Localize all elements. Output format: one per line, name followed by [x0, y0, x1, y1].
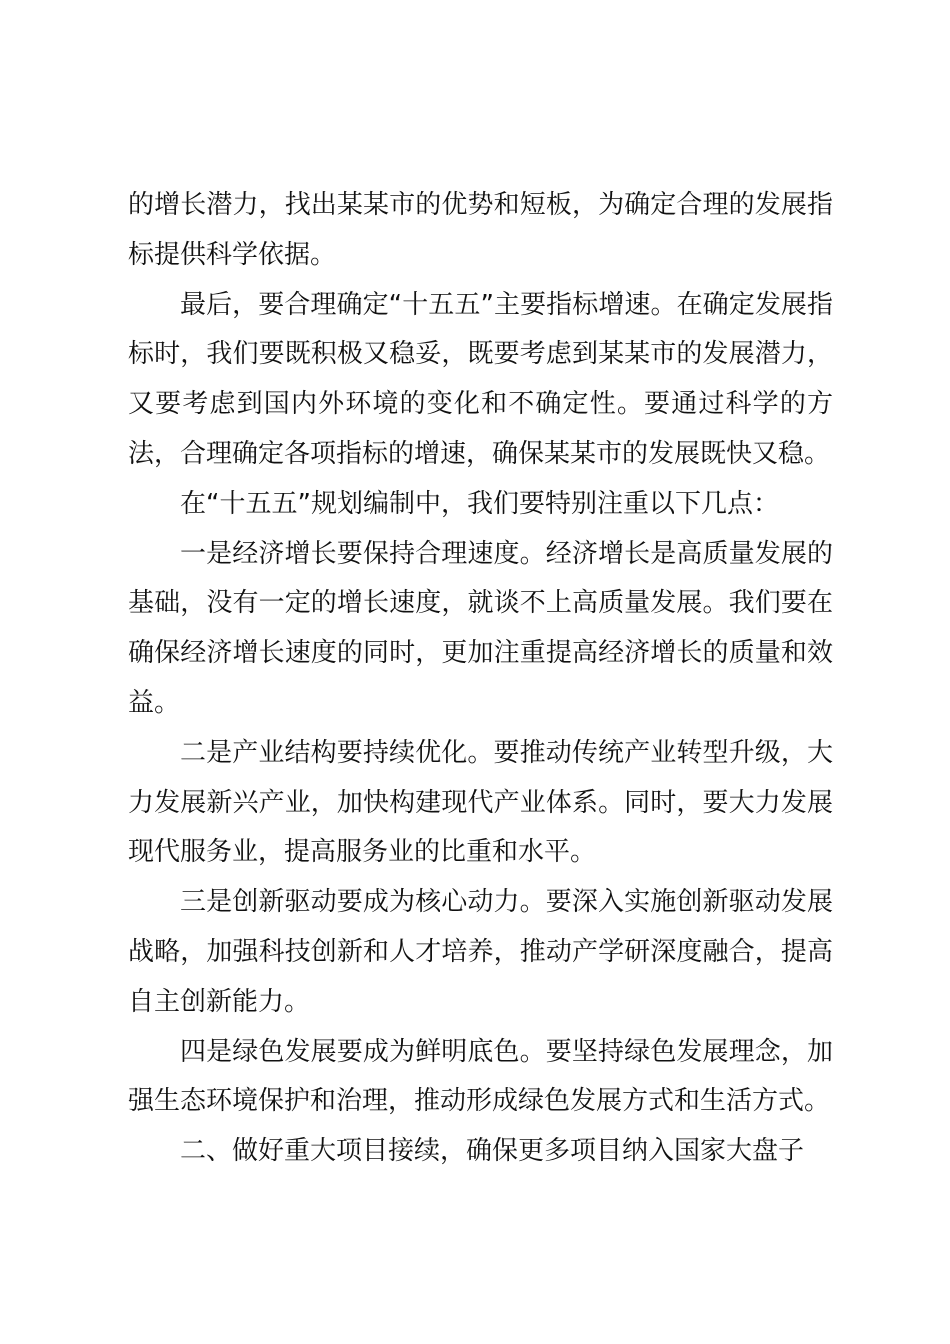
paragraph-indicator-growth: 最后，要合理确定“十五五”主要指标增速。在确定发展指标时，我们要既积极又稳妥，既要考虑到某某市的发展潜力，又要考虑到国内外环境的变化和不确定性。要通过科学的方法，合理确定各项指标的增速，确保某某市的发展既快又稳。	[128, 289, 833, 469]
paragraph-point-three: 三是创新驱动要成为核心动力。要深入实施创新驱动发展战略，加强科技创新和人才培养，推动产学研深度融合，提高自主创新能力。	[128, 887, 833, 1017]
document-body	[128, 181, 833, 1177]
paragraph-continuation: 的增长潜力，找出某某市的优势和短板，为确定合理的发展指标提供科学依据。	[128, 190, 833, 270]
paragraph-point-two: 二是产业结构要持续优化。要推动传统产业转型升级，大力发展新兴产业，加快构建现代产业体系。同时，要大力发展现代服务业，提高服务业的比重和水平。	[128, 737, 833, 868]
paragraph-point-one: 一是经济增长要保持合理速度。经济增长是高质量发展的基础，没有一定的增长速度，就谈不上高质量发展。我们要在确保经济增长速度的同时，更加注重提高经济增长的质量和效益。	[128, 538, 833, 718]
paragraph-point-four: 四是绿色发展要成为鲜明底色。要坚持绿色发展理念，加强生态环境保护和治理，推动形成绿色发展方式和生活方式。	[128, 1036, 833, 1117]
section-heading-two: 二、做好重大项目接续，确保更多项目纳入国家大盘子	[180, 1136, 805, 1167]
paragraph-key-points-intro: 在“十五五”规划编制中，我们要特别注重以下几点：	[180, 488, 779, 519]
